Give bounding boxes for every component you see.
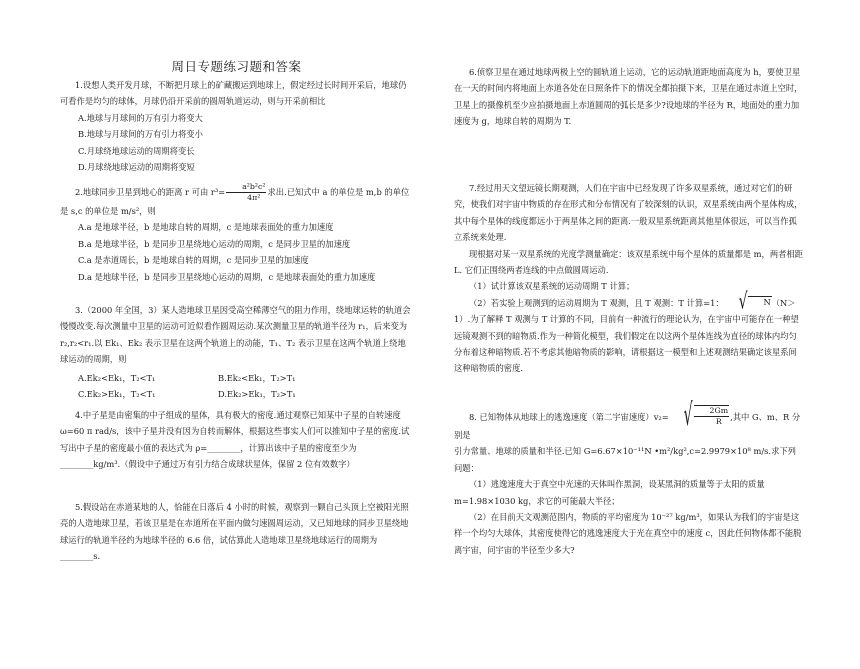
formula-numerator: a²b²c² xyxy=(226,182,266,193)
question-7-stem: 7.经过用天文望远镜长期观测，人们在宇宙中已经发现了许多双星系统，通过对它们的研究，使我们对宇宙中物质的存在形式和分布情况有了较深刻的认识，双星系统由两个星体构成，其中每个星体的线度都远小于两星体之间的距离.一般双星系统距离其他星体很远，可以当作孤立系统来处理. xyxy=(454,183,803,243)
question-2-option-c: C.a 是赤道周长，b 是地球自转的周期，c 是同步卫星的加速度 xyxy=(78,255,309,266)
question-3-option-c: C.Ek₂>Ek₁，T₂<T₁ xyxy=(78,389,156,400)
question-8-stem-a: 8. 已知物体从地球上的逃逸速度（第二宇宙速度）v₂= xyxy=(468,412,669,422)
question-7-sub2 xyxy=(454,289,804,377)
question-1-option-b: B.地球与月球间的万有引力将变小 xyxy=(78,129,203,140)
question-3-options-row2 xyxy=(60,386,413,402)
question-8-sub2: （2）在目前天文观测范围内，物质的平均密度为 10⁻²⁷ kg/m³，如果认为我们的宇宙是这样一个均匀大球体，其密度使得它的逃逸速度大于光在真空中的速度 c，因此任何物体都不能脱离宇宙，问宇宙的半径至少多大? xyxy=(454,512,802,555)
formula-denominator: R xyxy=(715,417,722,426)
question-5 xyxy=(60,499,413,565)
question-6 xyxy=(454,64,804,130)
question-8-sub1: （1）逃逸速度大于真空中光速的天体叫作黑洞，设某黑洞的质量等于太阳的质量 m=1.98×1030 kg，求它的可能最大半径； xyxy=(454,479,765,506)
question-8-stem-b: ,其中 G、m、R 分别是 xyxy=(454,412,801,440)
question-3-option-b: B.Ek₂<Ek₁，T₂>T₁ xyxy=(218,372,296,383)
question-3 xyxy=(60,302,413,402)
question-2-stem-line1 xyxy=(60,182,413,203)
escape-velocity-formula: √ $\frac{2Gm}{R}$ xyxy=(683,398,729,434)
question-4-stem: 4.中子星是由密集的中子组成的星体，具有极大的密度.通过观察已知某中子星的自转速度 ω=60 π rad/s，该中子星并没有因为自转而解体，根据这些事实人们可以推知中子星的密度.试写出中子星的密度最小值的表达式为 ρ=________，计算出该中子星的密度至少为________kg/m³.（假设中子通过万有引力结合成球状星体，保留 2 位有效数字） xyxy=(60,410,410,470)
question-8-line2: 引力常量、地球的质量和半径.已知 G=6.67×10⁻¹¹N •m²/kg²,c=2.9979×10⁸ m/s.求下列问题： xyxy=(454,446,796,473)
formula-numerator: 2Gm xyxy=(694,406,730,417)
question-2-option-d: D.a 是地球半径，b 是同步卫星绕地心运动的周期，c 是地球表面处的重力加速度 xyxy=(78,271,376,282)
question-2-stem-c: 是 s,c 的单位是 m/s²，则 xyxy=(60,206,156,216)
question-8 xyxy=(454,398,804,558)
question-7-sub1: （1）试计算该双星系统的运动周期 T 计算； xyxy=(468,281,635,292)
sqrt-n: √ N xyxy=(738,289,771,315)
question-2-option-b: B.a 是地球半径，b 是同步卫星绕地心运动的周期，c 是同步卫星的加速度 xyxy=(78,238,351,249)
question-7-sub2-b: （N＞1）.为了解释 T 观测与 T 计算的不同，目前有一种流行的理论认为，在宇宙中可能存在一种望远镜观测不到的暗物质.作为一种简化模型，我们假定在以这两个星体连线为直径的球体内均匀分布着这种暗物质.若不考虑其他暗物质的影响，请根据这一模型和上述观测结果确定该星系间这种暗物质的密度. xyxy=(454,297,799,374)
question-3-option-d: D.Ek₂>Ek₁，T₂>T₁ xyxy=(218,389,296,400)
question-1 xyxy=(60,77,413,175)
question-4 xyxy=(60,407,413,473)
question-2-formula xyxy=(226,182,266,203)
question-8-line1 xyxy=(454,398,804,443)
question-7 xyxy=(454,180,804,377)
question-1-option-c: C.月球绕地球运动的周期将变长 xyxy=(78,145,195,156)
question-2 xyxy=(60,182,413,285)
question-3-option-a: A.Ek₂<Ek₁，T₂<T₁ xyxy=(78,372,156,383)
question-2-stem-b: 求出.已知式中 a 的单位是 m,b 的单位 xyxy=(267,187,410,197)
question-1-stem: 1.设想人类开发月球，不断把月球上的矿藏搬运到地球上，假定经过长时间开采后，地球仍可看作是均匀的球体，月球仍沿开采前的圆周轨道运动，则与开采前相比 xyxy=(60,80,407,107)
question-3-stem: 3.（2000 年全国，3）某人造地球卫星因受高空稀薄空气的阻力作用，绕地球运转的轨道会慢慢改变.每次测量中卫星的运动可近似看作圆周运动.某次测量卫星的轨道半径为 r₁，后来变为 r₂,r₂<r₁.以 Ek₁、Ek₂ 表示卫星在这两个轨道上的动能，T₁、T₂ 表示卫星在这两个轨道上绕地球运动的周期，则 xyxy=(60,305,411,365)
formula-denominator: 4π² xyxy=(247,193,261,202)
question-1-option-d: D.月球绕地球运动的周期将变短 xyxy=(78,162,195,173)
question-5-stem: 5.假设站在赤道某地的人，恰能在日落后 4 小时的时候，观察到一颗自己头顶上空被阳光照亮的人造地球卫星，若该卫星是在赤道所在平面内做匀速圆周运动，又已知地球的同步卫星绕地球运行的轨道半径约为地球半径的 6.6 倍，试估算此人造地球卫星绕地球运行的周期为________s. xyxy=(60,502,409,562)
question-7-sub2-a: （2）若实验上观测到的运动周期为 T 观测，且 T 观测：T 计算=1： xyxy=(468,297,724,308)
question-7-para2: 现根据对某一双星系统的光度学测量确定：该双星系统中每个星体的质量都是 m，两者相距 L. 它们正围绕两者连线的中点做圆周运动. xyxy=(454,248,804,276)
question-2-stem-a: 2.地球同步卫星到地心的距离 r 可由 r³= xyxy=(74,187,226,197)
page-title: 周日专题练习题和答案 xyxy=(171,59,302,74)
question-2-option-a: A.a 是地球半径，b 是地球自转的周期，c 是地球表面处的重力加速度 xyxy=(78,222,334,233)
question-3-options-row1 xyxy=(60,370,413,386)
question-6-stem: 6.侦察卫星在通过地球两极上空的圆轨道上运动，它的运动轨道距地面高度为 h，要使卫星在一天的时间内将地面上赤道各处在日照条件下的情况全都拍摄下来，卫星在通过赤道上空时，卫星上的摄像机至少应拍摄地面上赤道圆周的弧长是多少?设地球的半径为 R，地面处的重力加速度为 g，地球自转的周期为 T. xyxy=(454,67,803,127)
question-1-option-a: A.地球与月球间的万有引力将变大 xyxy=(78,112,203,123)
